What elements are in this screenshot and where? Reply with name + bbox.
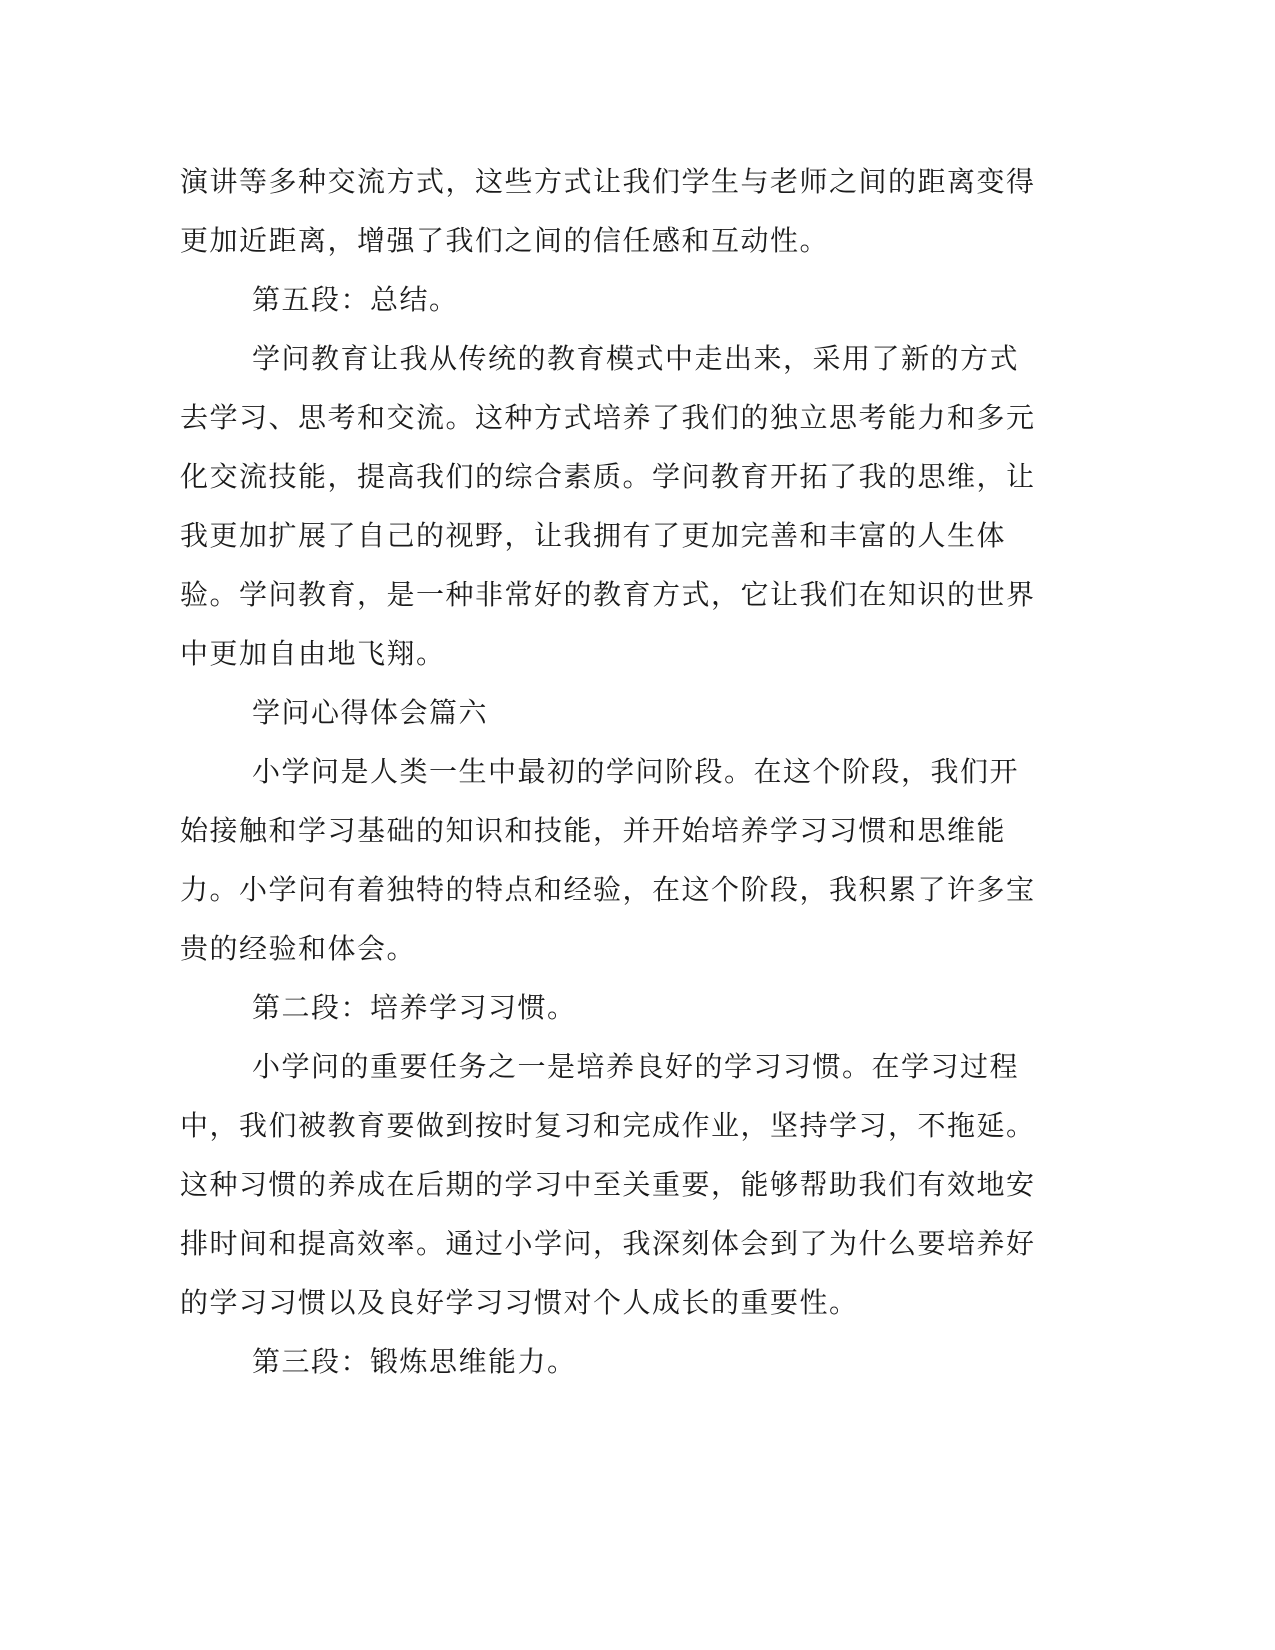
- paragraph-continuation: 演讲等多种交流方式，这些方式让我们学生与老师之间的距离变得更加近距离，增强了我们之间的信任感和互动性。: [180, 165, 1036, 257]
- paragraph-summary: 学问教育让我从传统的教育模式中走出来，采用了新的方式去学习、思考和交流。这种方式培养了我们的独立思考能力和多元化交流技能，提高我们的综合素质。学问教育开拓了我的思维，让我更加扩展了自己的视野，让我拥有了更加完善和丰富的人生体验。学问教育，是一种非常好的教育方式，它让我们在知识的世界中更加自由地飞翔。: [180, 342, 1036, 670]
- paragraph-intro: 小学问是人类一生中最初的学问阶段。在这个阶段，我们开始接触和学习基础的知识和技能，并开始培养学习习惯和思维能力。小学问有着独特的特点和经验，在这个阶段，我积累了许多宝贵的经验和体会。: [180, 755, 1036, 965]
- paragraph-study-habits: 小学问的重要任务之一是培养良好的学习习惯。在学习过程中，我们被教育要做到按时复习和完成作业，坚持学习，不拖延。这种习惯的养成在后期的学习中至关重要，能够帮助我们有效地安排时间和提高效率。通过小学问，我深刻体会到了为什么要培养好的学习习惯以及良好学习习惯对个人成长的重要性。: [180, 1050, 1036, 1319]
- section-heading-2: 第二段：培养学习习惯。: [252, 991, 577, 1024]
- article-title-6: 学问心得体会篇六: [252, 696, 489, 729]
- section-heading-3: 第三段：锻炼思维能力。: [252, 1345, 577, 1378]
- document-body: [180, 152, 1040, 1391]
- section-heading-5: 第五段：总结。: [252, 283, 459, 316]
